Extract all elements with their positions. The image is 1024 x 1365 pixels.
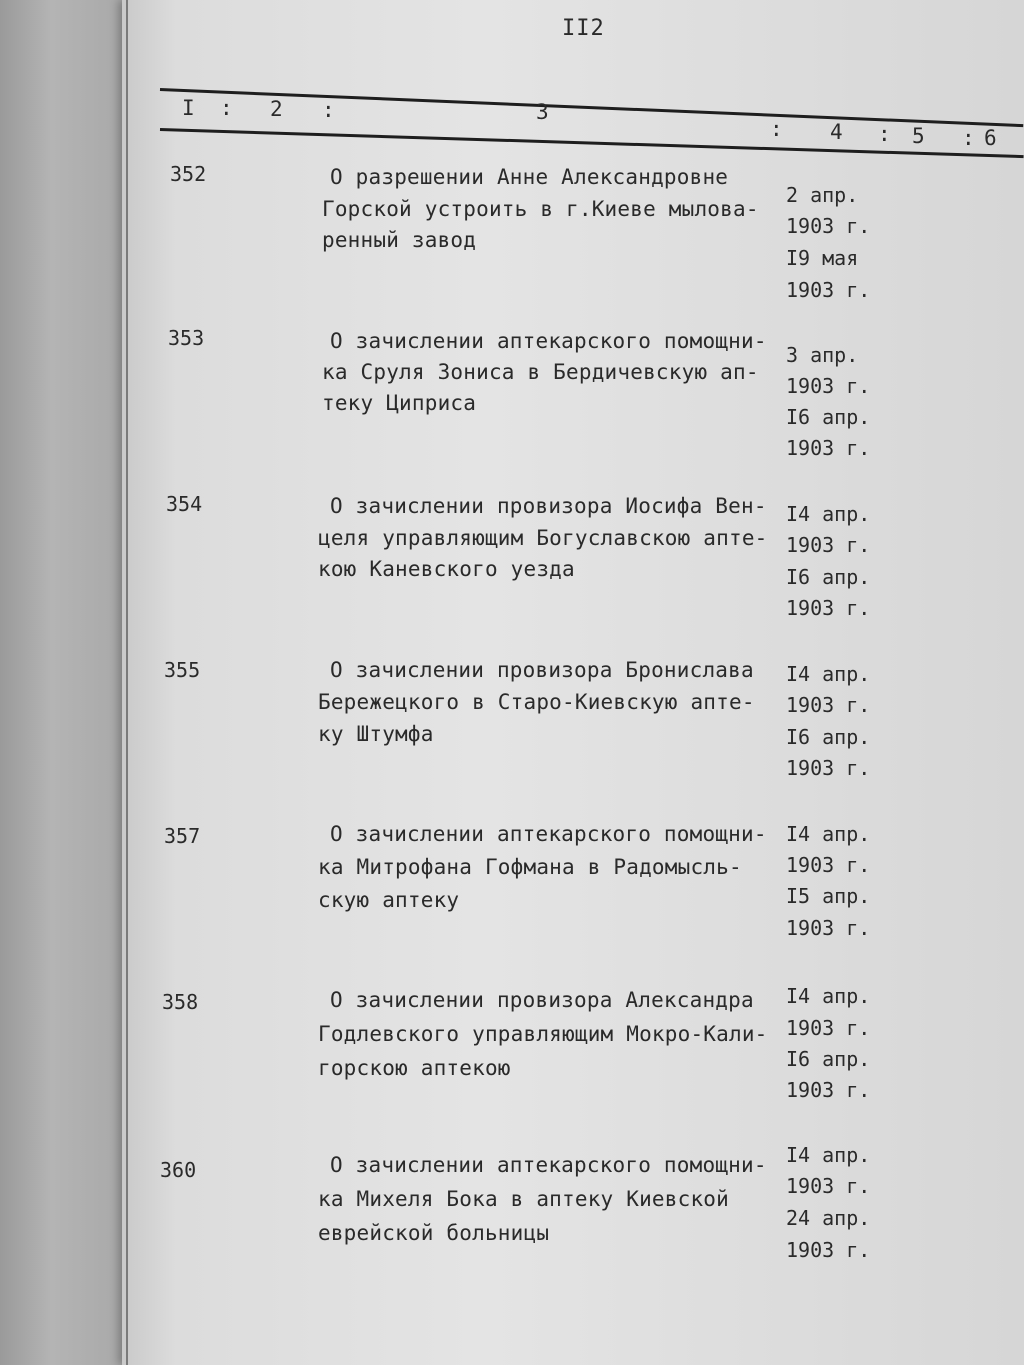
header-separator: : [322, 98, 335, 122]
entry-date: 1903 г. [786, 374, 871, 398]
entry-text-line: О зачислении аптекарского помощни- [330, 822, 767, 846]
entry-text-line: ка Митрофана Гофмана в Радомысль- [318, 855, 742, 879]
entry-text-line: Годлевского управляющим Мокро-Кали- [318, 1022, 768, 1046]
entry-date: I6 апр. [786, 725, 871, 749]
header-separator: : [770, 117, 783, 141]
entry-number: 352 [170, 162, 207, 186]
entry-number: 357 [164, 824, 201, 848]
entry-text-line: кою Каневского уезда [318, 557, 575, 581]
header-col-4: 4 [830, 120, 843, 144]
header-col-2: 2 [270, 97, 283, 121]
entry-text-line: Горской устроить в г.Киеве мылова- [322, 197, 759, 221]
entry-date: 1903 г. [786, 1174, 871, 1198]
entry-date: 1903 г. [786, 756, 871, 780]
entry-date: 1903 г. [786, 1078, 871, 1102]
header-separator: : [878, 122, 891, 146]
entry-number: 353 [168, 326, 205, 350]
page-number: II2 [562, 16, 605, 41]
entry-number: 355 [164, 658, 201, 682]
entry-text-line: горскою аптекою [318, 1056, 511, 1080]
left-page-edge [0, 0, 128, 1365]
entry-text-line: ренный завод [322, 228, 477, 252]
entry-number: 358 [162, 990, 199, 1014]
entry-date: 24 апр. [786, 1206, 871, 1230]
entry-text-line: ку Штумфа [318, 722, 434, 746]
entry-date: I6 апр. [786, 405, 871, 429]
entry-number: 360 [160, 1158, 197, 1182]
entry-text-line: целя управляющим Богуславскою апте- [318, 526, 768, 550]
entry-date: I5 апр. [786, 884, 871, 908]
entry-date: 1903 г. [786, 596, 871, 620]
entry-date: 1903 г. [786, 1238, 871, 1262]
entry-text-line: О зачислении провизора Бронислава [330, 658, 754, 682]
entry-date: 1903 г. [786, 693, 871, 717]
header-col-6: 6 [984, 126, 997, 150]
entry-text-line: О зачислении аптекарского помощни- [330, 329, 767, 353]
entry-date: I4 апр. [786, 662, 871, 686]
entry-date: 1903 г. [786, 436, 871, 460]
entry-text-line: О зачислении аптекарского помощни- [330, 1153, 767, 1177]
entry-date: 1903 г. [786, 916, 871, 940]
entry-text-line: еврейской больницы [318, 1221, 550, 1245]
entry-date: 1903 г. [786, 533, 871, 557]
entry-date: I4 апр. [786, 822, 871, 846]
entry-date: 3 апр. [786, 343, 859, 367]
entry-date: I4 апр. [786, 984, 871, 1008]
entry-date: I4 апр. [786, 502, 871, 526]
entry-text-line: О зачислении провизора Иосифа Вен- [330, 494, 767, 518]
entry-text-line: О разрешении Анне Александровне [330, 165, 729, 189]
header-separator: : [220, 96, 233, 120]
entry-date: 1903 г. [786, 214, 871, 238]
entry-date: I9 мая [786, 246, 859, 270]
page-binding [126, 0, 128, 1365]
entry-text-line: скую аптеку [318, 888, 460, 912]
entry-date: I4 апр. [786, 1143, 871, 1167]
header-col-1: I [182, 96, 195, 120]
header-separator: : [962, 126, 975, 150]
entry-text-line: О зачислении провизора Александра [330, 988, 754, 1012]
entry-text-line: ка Михеля Бока в аптеку Киевской [318, 1187, 729, 1211]
entry-date: 1903 г. [786, 278, 871, 302]
entry-date: I6 апр. [786, 565, 871, 589]
entry-number: 354 [166, 492, 203, 516]
header-col-5: 5 [912, 124, 925, 148]
header-col-3: 3 [536, 100, 549, 124]
entry-date: I6 апр. [786, 1047, 871, 1071]
entry-text-line: Бережецкого в Старо-Киевскую апте- [318, 690, 755, 714]
entry-text-line: ка Сруля Зониса в Бердичевскую ап- [322, 360, 759, 384]
entry-date: 1903 г. [786, 853, 871, 877]
entry-date: 2 апр. [786, 183, 859, 207]
entry-text-line: теку Циприса [322, 391, 477, 415]
entry-date: 1903 г. [786, 1016, 871, 1040]
